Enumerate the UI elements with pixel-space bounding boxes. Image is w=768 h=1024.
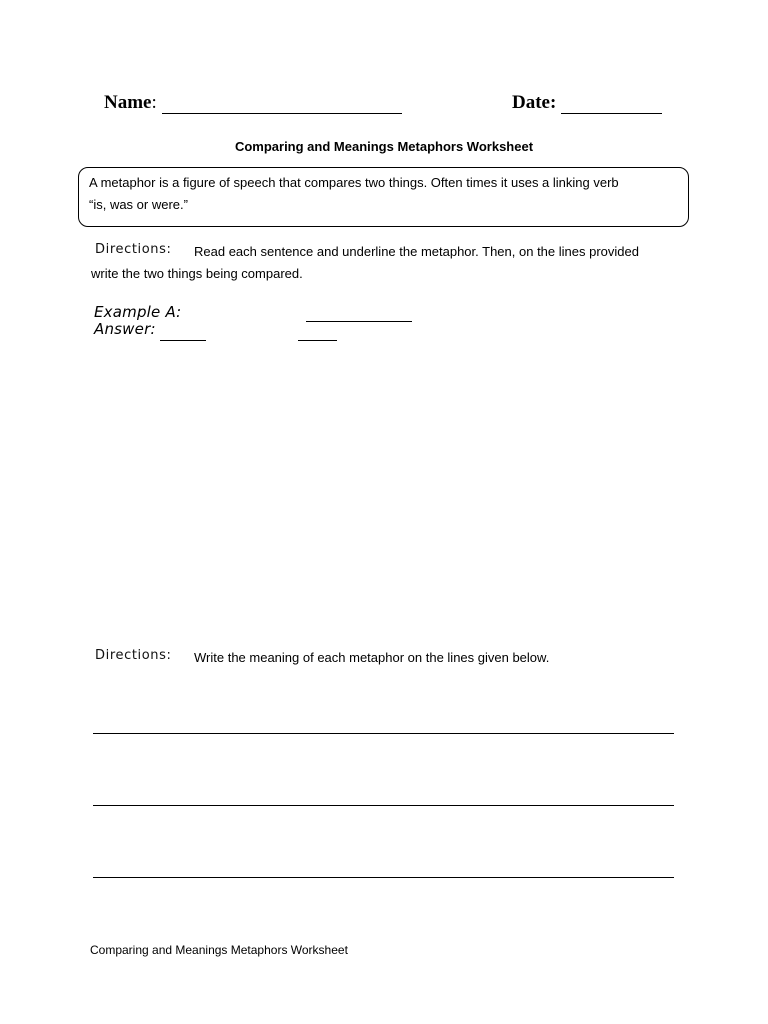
- directions-text-1-line2: write the two things being compared.: [91, 266, 303, 281]
- answer-label: Answer:: [94, 320, 156, 338]
- answer-line-1[interactable]: [160, 340, 206, 341]
- name-field-line[interactable]: [162, 113, 402, 114]
- writing-line-3[interactable]: [93, 877, 674, 878]
- directions-text-2: Write the meaning of each metaphor on the lines given below.: [194, 650, 550, 665]
- definition-line-1: A metaphor is a figure of speech that compares two things. Often times it uses a linking verb: [89, 175, 619, 190]
- directions-label-2: Directions:: [95, 648, 172, 663]
- writing-line-2[interactable]: [93, 805, 674, 806]
- example-label: Example A:: [94, 303, 182, 321]
- writing-line-1[interactable]: [93, 733, 674, 734]
- worksheet-title: Comparing and Meanings Metaphors Worksheet: [234, 139, 534, 154]
- directions-label-1: Directions:: [95, 242, 172, 257]
- answer-line-2[interactable]: [298, 340, 337, 341]
- example-answer-line[interactable]: [306, 321, 412, 322]
- directions-text-1-line1: Read each sentence and underline the metaphor. Then, on the lines provided: [194, 244, 639, 259]
- definition-box: [78, 167, 689, 227]
- name-label: Name:: [104, 92, 157, 113]
- definition-line-2: “is, was or were.”: [89, 197, 188, 212]
- footer-text: Comparing and Meanings Metaphors Worksheet: [90, 943, 348, 957]
- date-label: Date:: [512, 92, 557, 113]
- date-field-line[interactable]: [561, 113, 662, 114]
